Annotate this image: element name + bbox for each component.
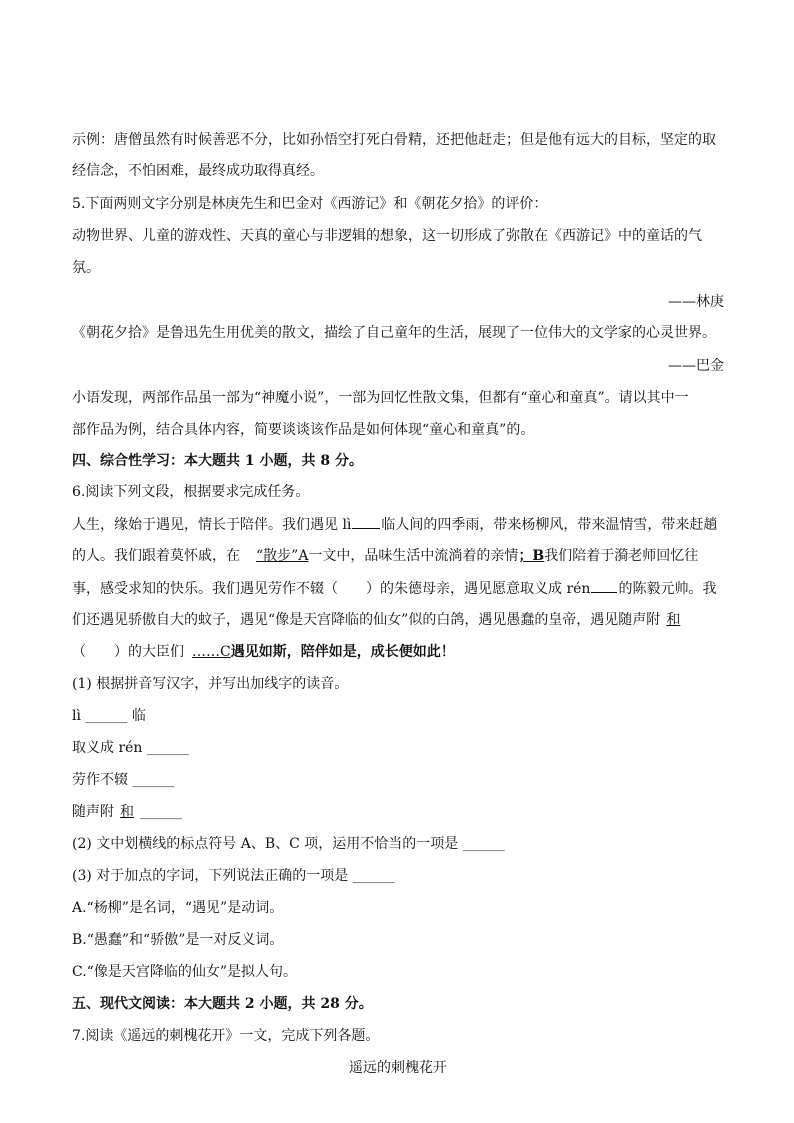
task-1-item-d [72,802,724,822]
section-5-heading: 五、现代文阅读：本大题共 2 小题，共 28 分。 [72,996,373,1012]
option-a: A.“杨柳”是名词，“遇见”是动词。 [72,900,284,916]
option-b: B.“愚蠢”和“骄傲”是一对反义词。 [72,932,284,948]
question-7-stem: 7.阅读《遥远的刺槐花开》一文，完成下列各题。 [72,1028,380,1044]
passage-text: 临人间的四季雨，带来杨柳风，带来温情雪，带来赶趟 [381,517,718,533]
item-text: 随声附 [72,804,114,820]
passage-text: 的人。我们跟着莫怀戚，在 [72,548,240,564]
task-3: (3) 对于加点的字词，下列说法正确的一项是 ______ [72,868,395,884]
passage-text: 我们陪着于漪老师回忆往 [544,548,699,564]
blank [591,578,617,593]
quote-2: 《朝花夕拾》是鲁迅先生用优美的散文，描绘了自己童年的生活，展现了一位伟大的文学家的心灵世界。 [72,325,716,341]
task-1-item-c: 劳作不辍 ______ [72,772,175,788]
question-5-task-line-1: 小语发现，两部作品虽一部为“神魔小说”，一部为回忆性散文集，但都有“童心和童真”。请以其中一 [72,390,689,406]
marked-punctuation-b: ；B [518,548,545,564]
example-line-2: 经信念，不怕困难，最终成功取得真经。 [72,163,324,179]
passage-text: 遇见如斯，陪伴如是，成长便如此！ [230,644,455,660]
question-5-stem: 5.下面两则文字分别是林庚先生和巴金对《西游记》和《朝花夕拾》的评价： [72,196,548,212]
quote-2-attribution: ——巴金 [668,358,724,374]
quote-1-line-1: 动物世界、儿童的游戏性、天真的童心与非逻辑的想象，这一切形成了弥散在《西游记》中的童话的气 [72,228,702,244]
task-1-item-b: 取义成 rén ______ [72,740,189,756]
quote-1-line-2: 氛。 [72,260,100,276]
example-line-1: 示例：唐僧虽然有时候善恶不分，比如孙悟空打死白骨精，还把他赶走；但是他有远大的目标，坚定的取 [72,132,716,148]
passage-line-1 [72,514,724,535]
passage-text: 人生，缘始于遇见，情长于陪伴。我们遇见 lì [72,517,352,533]
task-1: (1) 根据拼音写汉字，并写出加线字的读音。 [72,676,349,692]
passage-line-3 [72,578,724,599]
passage-text: 事，感受求知的快乐。我们遇见劳作不辍（ ）的朱德母亲，遇见愿意取义成 rén [72,581,591,597]
quote-1-attribution: ——林庚 [668,294,724,310]
underlined-character: 和 [666,612,681,628]
marked-punctuation-c: ……C [192,644,231,660]
passage-text: 的陈毅元帅。我 [618,581,717,597]
question-5-task-line-2: 部作品为例，结合具体内容，简要谈谈该作品是如何体现“童心和童真”的。 [72,422,535,438]
option-c: C.“像是天宫降临的仙女”是拟人句。 [72,964,297,980]
marked-punctuation-a: “散步”A [256,548,309,564]
passage-text: 一文中，品味生活中流淌着的亲情 [308,548,519,564]
task-2: (2) 文中划横线的标点符号 A、B、C 项，运用不恰当的一项是 ______ [72,836,505,852]
blank [352,514,380,529]
passage-line-4 [72,610,724,630]
passage-text: 们还遇见骄傲自大的蚊子，遇见“像是天宫降临的仙女”似的白鸽，遇见愚蠢的皇帝，遇见随声附 [72,612,661,628]
section-4-heading: 四、综合性学习：本大题共 1 小题，共 8 分。 [72,453,363,469]
answer-blank: ______ [140,804,182,820]
passage-text: （ ）的大臣们 [72,644,184,660]
passage-line-5 [72,642,724,662]
article-title: 遥远的刺槐花开 [349,1060,447,1076]
task-1-item-a: lì ______ 临 [72,708,146,724]
underlined-character: 和 [120,804,134,820]
question-6-stem: 6.阅读下列文段，根据要求完成任务。 [72,484,310,500]
passage-line-2 [72,546,724,566]
